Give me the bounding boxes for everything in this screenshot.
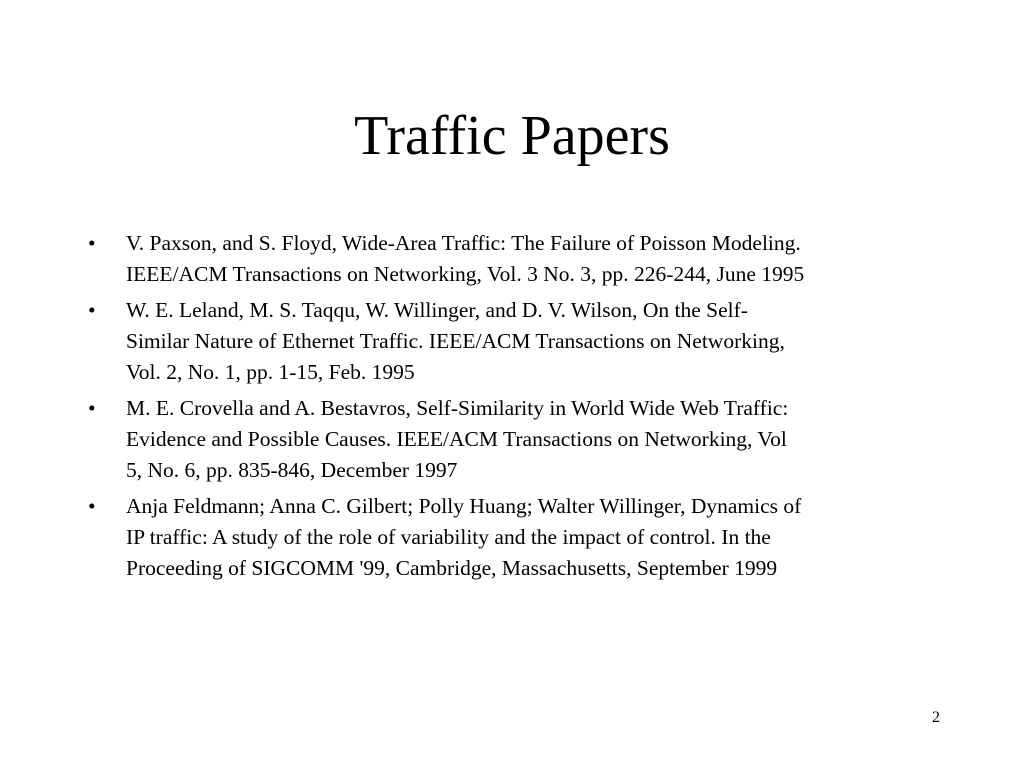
reference-list bbox=[88, 228, 948, 589]
reference-line: Anja Feldmann; Anna C. Gilbert; Polly Huang; Walter Willinger, Dynamics of bbox=[126, 494, 802, 518]
reference-line: IP traffic: A study of the role of variability and the impact of control. In the bbox=[126, 525, 771, 549]
reference-line: Proceeding of SIGCOMM '99, Cambridge, Massachusetts, September 1999 bbox=[126, 556, 778, 580]
bullet-icon: • bbox=[88, 494, 96, 518]
reference-line: Evidence and Possible Causes. IEEE/ACM Transactions on Networking, Vol bbox=[126, 427, 787, 451]
page-number: 2 bbox=[932, 709, 940, 726]
reference-line: V. Paxson, and S. Floyd, Wide-Area Traffic: The Failure of Poisson Modeling. bbox=[126, 231, 801, 255]
bullet-icon: • bbox=[88, 231, 96, 255]
reference-item bbox=[88, 393, 948, 486]
slide-title: Traffic Papers bbox=[354, 105, 670, 167]
reference-line: Similar Nature of Ethernet Traffic. IEEE/ACM Transactions on Networking, bbox=[126, 329, 785, 353]
reference-item bbox=[88, 491, 948, 584]
reference-item bbox=[88, 295, 948, 388]
reference-item bbox=[88, 228, 948, 290]
reference-line: W. E. Leland, M. S. Taqqu, W. Willinger, and D. V. Wilson, On the Self- bbox=[126, 298, 748, 322]
bullet-icon: • bbox=[88, 298, 96, 322]
reference-line: M. E. Crovella and A. Bestavros, Self-Similarity in World Wide Web Traffic: bbox=[126, 396, 789, 420]
reference-line: IEEE/ACM Transactions on Networking, Vol. 3 No. 3, pp. 226-244, June 1995 bbox=[126, 262, 805, 286]
bullet-icon: • bbox=[88, 396, 96, 420]
reference-line: Vol. 2, No. 1, pp. 1-15, Feb. 1995 bbox=[126, 360, 415, 384]
reference-line: 5, No. 6, pp. 835-846, December 1997 bbox=[126, 458, 458, 482]
